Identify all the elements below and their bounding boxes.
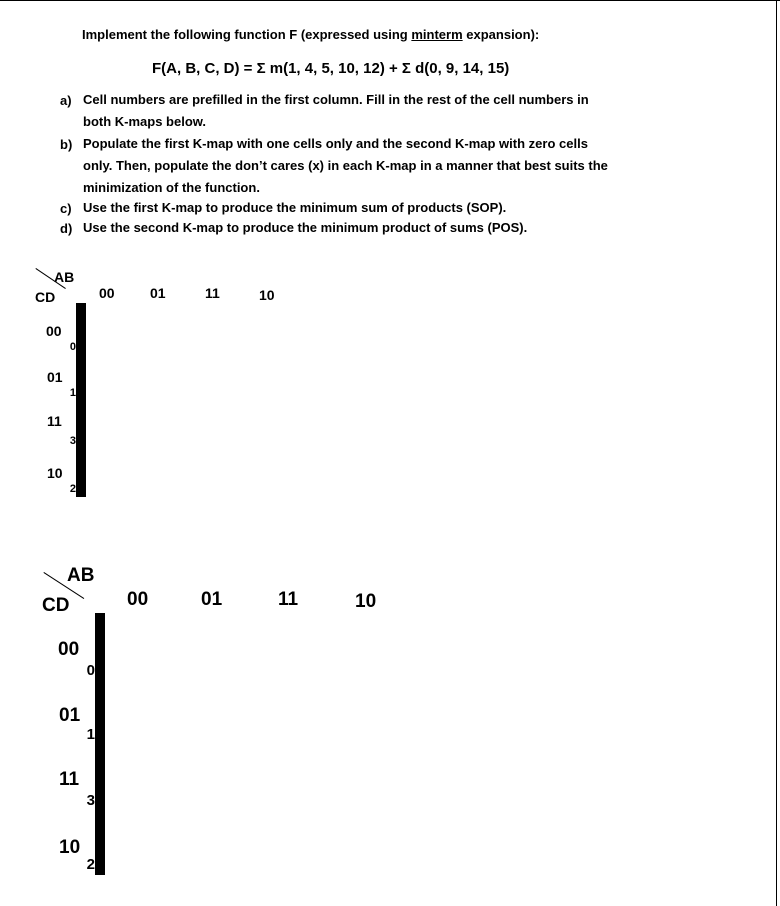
kmap-cell[interactable]: [83, 304, 85, 354]
instruction-a-line1: Cell numbers are prefilled in the first column. Fill in the rest of the cell numbers in: [83, 92, 589, 107]
kmap-col-header: 00: [99, 285, 115, 301]
kmap-cell[interactable]: [83, 448, 85, 496]
kmap-col-header: 10: [259, 287, 275, 303]
kmap-cell[interactable]: [102, 614, 104, 680]
kmap-row-header: 10: [47, 465, 63, 481]
kmap-row-var: CD: [42, 595, 70, 616]
kmap-cell[interactable]: 3: [96, 744, 98, 810]
instruction-d-label: d): [60, 221, 73, 236]
kmap-row-header: 11: [59, 769, 80, 790]
instruction-b-line1: Populate the first K-map with one cells only and the second K-map with zero cells: [83, 136, 588, 151]
kmap-cell[interactable]: [83, 400, 85, 448]
kmap-row-header: 10: [59, 837, 81, 858]
intro-line: [82, 27, 539, 42]
kmap-cell[interactable]: 1: [77, 354, 79, 400]
instruction-b-line3: minimization of the function.: [83, 180, 260, 195]
kmap-cell[interactable]: [102, 810, 104, 874]
kmap-cell[interactable]: [102, 680, 104, 744]
kmap-row-header: 00: [46, 323, 62, 339]
kmap-col-header: 00: [127, 589, 149, 610]
kmap-cell[interactable]: 2: [96, 810, 98, 874]
instruction-d-line1: Use the second K-map to produce the minimum product of sums (POS).: [83, 220, 528, 235]
intro-keyword: minterm: [411, 27, 463, 42]
kmap-cell[interactable]: 3: [77, 400, 79, 448]
instruction-a-line2: both K-maps below.: [83, 114, 207, 129]
intro-suffix: expansion):: [462, 27, 540, 42]
intro-prefix: Implement the following function F (expressed using: [82, 27, 412, 42]
kmap-cell[interactable]: 0: [96, 614, 98, 680]
kmap-col-header: 01: [201, 589, 223, 610]
instruction-a-label: a): [60, 93, 72, 108]
page-border-top: [0, 0, 780, 1]
kmap-row-header: 01: [47, 369, 63, 385]
kmap-row-header: 00: [58, 639, 80, 660]
instruction-c-label: c): [60, 201, 72, 216]
kmap-col-header: 10: [355, 591, 377, 612]
kmap-row-var: CD: [35, 289, 56, 305]
kmap-row-header: 01: [59, 705, 81, 726]
kmap-cell[interactable]: [102, 744, 104, 810]
kmap-col-header: 11: [278, 589, 299, 610]
kmap-cell[interactable]: [83, 354, 85, 400]
function-formula: F(A, B, C, D) = Σ m(1, 4, 5, 10, 12) + Σ d(0, 9, 14, 15): [152, 60, 510, 77]
kmap-col-var: AB: [67, 565, 95, 586]
kmap-col-header: 11: [205, 285, 220, 301]
instruction-b-line2: only. Then, populate the don’t cares (x) in each K-map in a manner that best suits the: [83, 158, 608, 173]
kmap-col-header: 01: [150, 285, 166, 301]
kmap-grid: [86, 613, 105, 875]
kmap-cell[interactable]: 1: [96, 680, 98, 744]
page-border-right: [776, 0, 777, 906]
instruction-b-label: b): [60, 137, 73, 152]
kmap-cell[interactable]: 2: [77, 448, 79, 496]
kmap-col-var: AB: [54, 269, 75, 285]
instruction-c-line1: Use the first K-map to produce the minimum sum of products (SOP).: [83, 200, 507, 215]
kmap-grid: [69, 303, 86, 497]
kmap-cell[interactable]: 0: [77, 304, 79, 354]
kmap-row-header: 11: [47, 413, 62, 429]
